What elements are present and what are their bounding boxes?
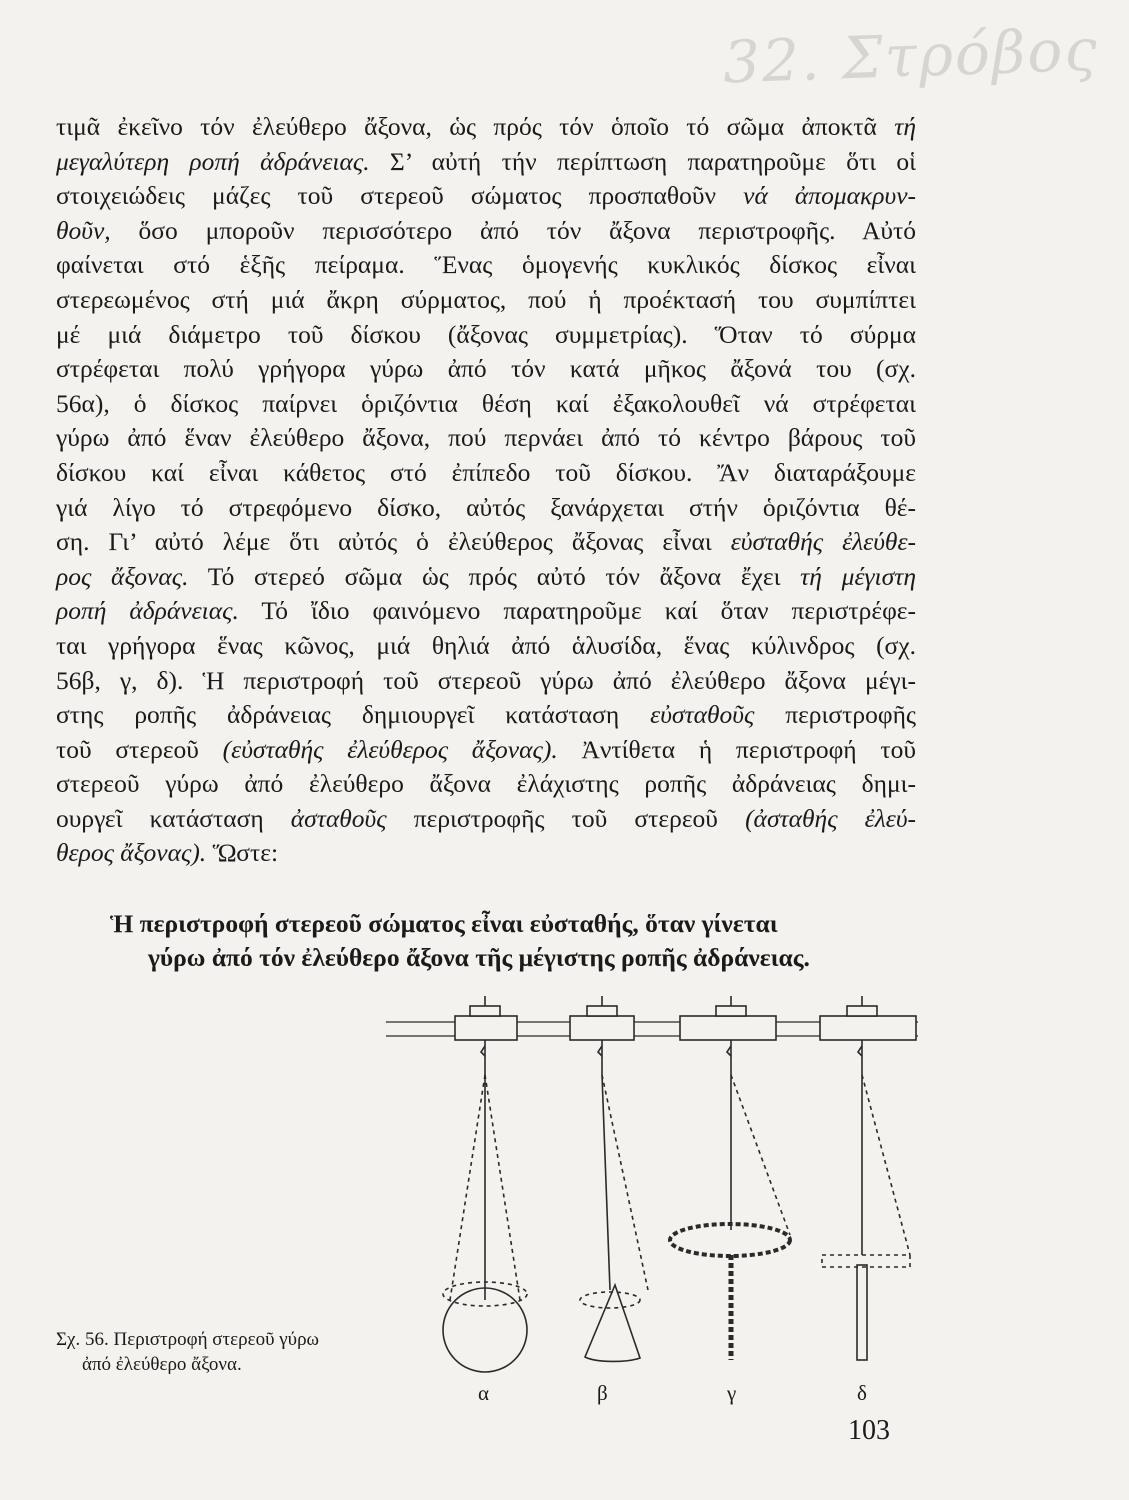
page-number: 103 <box>848 1415 890 1446</box>
caption-line-1: Σχ. 56. Περιστροφή στερεοῦ γύρω <box>56 1329 320 1350</box>
italic-text: θερος ἄξονας). <box>56 838 207 868</box>
text-run: στερεοῦ γύρω ἀπό ἐλεύθερο ἄξονα ἐλάχιστης ροπῆς ἀδράνειας δημι- <box>56 769 916 799</box>
rule-line-2: γύρω ἀπό τόν ἐλεύθερο ἄξονα τῆς μέγιστης ροπῆς ἀδράνειας. <box>148 943 810 972</box>
text-run: στερεωμένος στή μιά ἄκρη σύρματος, πού ἡ προέκτασή του συμπίπτει <box>56 284 916 314</box>
text-run: ση. Γι’ αὐτό λέμε ὅτι αὐτός ὁ ἐλεύθερος ἄξονας εἶναι <box>56 527 731 557</box>
figure-caption <box>56 1327 416 1377</box>
text-run: Ὥστε: <box>206 838 279 868</box>
apparatus-alpha-disk <box>443 996 527 1372</box>
text-run: ουργεῖ κατάσταση <box>56 803 291 833</box>
figure-label-gamma: γ <box>727 1381 737 1405</box>
text-run: περιστροφῆς <box>754 700 916 730</box>
text-run: μέ μιά διάμετρο τοῦ δίσκου (ἄξονας συμμετρίας). Ὅταν τό σύρμα <box>56 319 916 349</box>
italic-text: θοῦν, <box>56 215 111 245</box>
text-run: Σ’ αὐτή τήν περίπτωση παρατηροῦμε ὅτι οἱ <box>369 146 916 176</box>
figure-label-alpha: α <box>478 1381 490 1405</box>
italic-text: ρος ἄξονας. <box>56 561 189 591</box>
text-run: ὅσο μποροῦν περισσότερο ἀπό τόν ἄξονα περιστροφῆς. Αὐτό <box>110 215 916 245</box>
text-run: φαίνεται στό ἑξῆς πείραμα. Ἕνας ὁμογενής κυκλικός δίσκος εἶναι <box>56 250 916 280</box>
text-run: ται γρήγορα ἕνας κῶνος, μιά θηλιά ἀπό ἁλυσίδα, ἕνας κύλινδρος (σχ. <box>56 630 916 660</box>
text-run: Ἀντίθετα ἡ περιστροφή τοῦ <box>557 734 917 764</box>
caption-line-2: ἀπό ἐλεύθερο ἄξονα. <box>82 1354 242 1375</box>
text-run: γιά λίγο τό στρεφόμενο δίσκο, αὐτός ξανάρχεται στήν ὁριζόντια θέ- <box>56 492 916 522</box>
text-run: περιστροφῆς τοῦ στερεοῦ <box>386 803 746 833</box>
italic-text: τή <box>894 112 916 141</box>
figure-label-delta: δ <box>857 1381 867 1405</box>
italic-text: τή μέγιστη <box>800 561 916 591</box>
text-run: Τό ἴδιο φαινόμενο παρατηροῦμε καί ὅταν περιστρέφε- <box>238 596 916 626</box>
text-run: τοῦ στερεοῦ <box>56 734 223 764</box>
italic-text: νά ἀπομακρυν- <box>743 181 917 211</box>
italic-text: (ἀσταθής ἐλεύ- <box>745 803 917 833</box>
figure-label-beta: β <box>597 1381 608 1405</box>
text-run: στοιχειώδεις μάζες τοῦ στερεοῦ σώματος προσπαθοῦν <box>56 181 744 211</box>
italic-text: εὐσταθής ἐλεύθε- <box>730 527 917 557</box>
italic-text: (εὐσταθής ἐλεύθερος ἄξονας). <box>222 734 558 764</box>
italic-text: ροπή ἀδράνειας. <box>56 596 239 626</box>
italic-text: εὐσταθοῦς <box>650 700 755 730</box>
text-run: 56α), ὁ δίσκος παίρνει ὁριζόντια θέση καί ἐξακολουθεῖ νά στρέφεται <box>56 388 916 418</box>
apparatus-beta-cone <box>570 996 648 1361</box>
rule-line-1: Ἡ περιστροφή στερεοῦ σώματος εἶναι εὐσταθής, ὅταν γίνεται <box>110 909 778 938</box>
italic-text: ἀσταθοῦς <box>290 803 387 833</box>
text-run: Τό στερεό σῶμα ὡς πρός αὐτό τόν ἄξονα ἔχει <box>188 561 801 591</box>
text-run: γύρω ἀπό ἕναν ἐλεύθερο ἄξονα, πού περνάει ἀπό τό κέντρο βάρους τοῦ <box>56 423 916 453</box>
italic-text: μεγαλύτερη ροπή ἀδράνειας. <box>56 146 370 176</box>
text-run: δίσκου καί εἶναι κάθετος στό ἐπίπεδο τοῦ δίσκου. Ἄν διαταράξουμε <box>56 457 916 487</box>
apparatus-delta-cylinder <box>820 996 916 1360</box>
text-run: τιμᾶ ἐκεῖνο τόν ἐλεύθερο ἄξονα, ὡς πρός τόν ὁποῖο τό σῶμα ἀποκτᾶ <box>56 112 895 141</box>
text-run: 56β, γ, δ). Ἡ περιστροφή τοῦ στερεοῦ γύρω ἀπό ἐλεύθερο ἄξονα μέγι- <box>56 665 916 695</box>
text-run: στης ροπῆς ἀδράνειας δημιουργεῖ κατάσταση <box>56 700 651 730</box>
handwritten-note: 32. Στρόβος <box>722 15 1101 97</box>
apparatus-gamma-chain <box>670 996 790 1360</box>
text-run: στρέφεται πολύ γρήγορα γύρω ἀπό τόν κατά μῆκος ἄξονά του (σχ. <box>56 354 916 384</box>
